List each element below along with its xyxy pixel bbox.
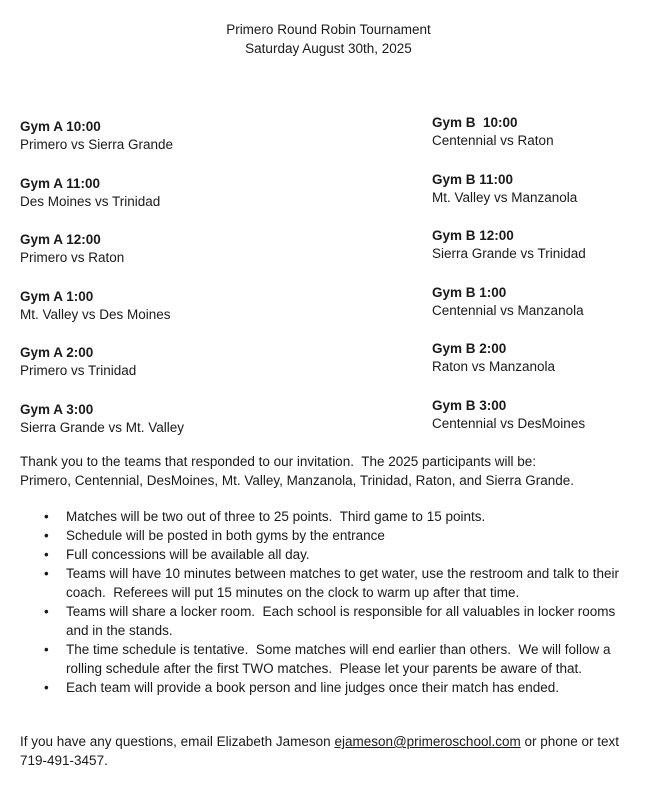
game-time: Gym B 10:00 [432, 115, 518, 130]
gym-b-game [432, 397, 657, 454]
game-time: Gym A 3:00 [20, 401, 94, 417]
list-item-text: Each team will provide a book person and line judges once their match has ended. [66, 680, 560, 695]
bullet-icon: • [44, 604, 49, 619]
game-time: Gym B 1:00 [432, 284, 507, 300]
gym-b-game [432, 340, 657, 397]
game-time: Gym A 11:00 [20, 175, 101, 191]
game-matchup: Primero vs Raton [20, 250, 125, 265]
list-item [38, 564, 628, 602]
game-matchup: Centennial vs Manzanola [432, 302, 584, 318]
contact-suffix: or phone or text 719-491-3457. [20, 734, 620, 768]
gym-a-schedule [20, 118, 260, 457]
intro-line: Thank you to the teams that responded to our invitation. The 2025 participants will be: [20, 454, 537, 469]
game-time: Gym B 2:00 [432, 341, 507, 356]
game-matchup: Primero vs Sierra Grande [20, 137, 174, 152]
game-matchup: Mt. Valley vs Manzanola [432, 189, 578, 205]
game-time: Gym B 11:00 [432, 171, 514, 187]
list-item [38, 545, 628, 564]
list-item-text: The time schedule is tentative. Some matches will end earlier than others. We will follow a rolling schedule after the first TWO matches. Please let your parents be aware of that. [66, 642, 615, 676]
gym-b-game [432, 171, 657, 228]
game-time: Gym A 2:00 [20, 345, 94, 360]
game-matchup: Sierra Grande vs Trinidad [432, 246, 586, 261]
gym-b-schedule [432, 114, 657, 453]
gym-b-game [432, 284, 657, 341]
game-matchup: Sierra Grande vs Mt. Valley [20, 419, 185, 435]
bullet-icon: • [44, 528, 49, 543]
game-time: Gym B 3:00 [432, 397, 507, 413]
list-item-text: Full concessions will be available all day. [66, 547, 310, 562]
email-link[interactable]: ejameson@primeroschool.com [334, 734, 521, 749]
list-item [38, 526, 628, 545]
game-matchup: Centennial vs Raton [432, 133, 554, 148]
list-item [38, 602, 628, 640]
game-matchup: Des Moines vs Trinidad [20, 193, 161, 209]
game-matchup: Raton vs Manzanola [432, 359, 556, 374]
game-time: Gym B 12:00 [432, 228, 514, 243]
gym-a-game [20, 175, 260, 232]
contact-paragraph [20, 732, 640, 770]
bullet-icon: • [44, 680, 49, 695]
list-item [38, 678, 628, 697]
list-item-text: Teams will share a locker room. Each school is responsible for all valuables in locker rooms and in the stands. [66, 604, 619, 638]
contact-prefix: If you have any questions, email Elizabeth Jameson [20, 734, 335, 749]
game-matchup: Mt. Valley vs Des Moines [20, 306, 171, 322]
tournament-date: Saturday August 30th, 2025 [245, 41, 412, 56]
game-time: Gym A 12:00 [20, 232, 101, 247]
participants-paragraph [20, 452, 640, 490]
gym-a-game [20, 401, 260, 458]
list-item-text: Schedule will be posted in both gyms by the entrance [66, 528, 385, 543]
list-item [38, 507, 628, 526]
list-item [38, 640, 628, 678]
bullet-icon: • [44, 566, 49, 581]
bullet-icon: • [44, 509, 49, 524]
gym-a-game [20, 344, 260, 401]
gym-b-game [432, 227, 657, 284]
game-time: Gym A 10:00 [20, 119, 101, 134]
rules-list [38, 507, 628, 697]
game-matchup: Primero vs Trinidad [20, 363, 137, 378]
gym-a-game [20, 231, 260, 288]
list-item-text: Matches will be two out of three to 25 points. Third game to 15 points. [66, 509, 486, 524]
intro-line: Primero, Centennial, DesMoines, Mt. Valley, Manzanola, Trinidad, Raton, and Sierra Grande. [20, 473, 575, 488]
game-time: Gym A 1:00 [20, 288, 94, 304]
game-matchup: Centennial vs DesMoines [432, 415, 586, 431]
document-header [0, 20, 657, 58]
list-item-text: Teams will have 10 minutes between matches to get water, use the restroom and talk to their coach. Referees will put 15 minutes on the clock to warm up after that time. [66, 566, 623, 600]
gym-a-game [20, 288, 260, 345]
bullet-icon: • [44, 547, 49, 562]
tournament-title: Primero Round Robin Tournament [226, 22, 431, 37]
gym-b-game [432, 114, 657, 171]
bullet-icon: • [44, 642, 49, 657]
gym-a-game [20, 118, 260, 175]
